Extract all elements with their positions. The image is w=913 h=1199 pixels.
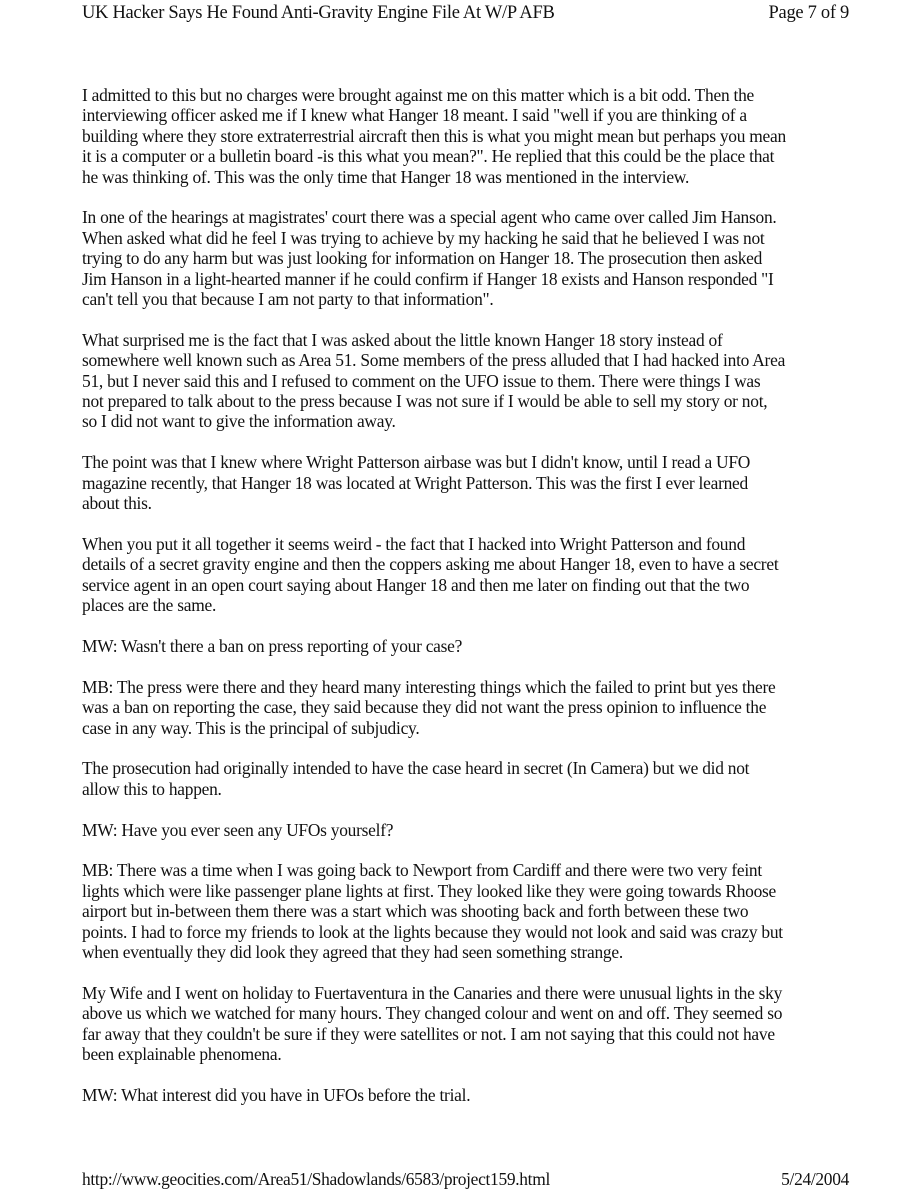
text-line: interviewing officer asked me if I knew what Hanger 18 meant. I said "well if you are thinking of a [82,105,747,126]
text-line: allow this to happen. [82,778,222,799]
text-line: when eventually they did look they agreed that they had seen something strange. [82,941,623,962]
text-line: MW: Wasn't there a ban on press reporting of your case? [82,635,463,656]
text-line: MW: Have you ever seen any UFOs yourself? [82,819,394,840]
text-line: details of a secret gravity engine and then the coppers asking me about Hanger 18, even to have a secret [82,554,779,575]
paragraph [82,758,882,799]
source-url: http://www.geocities.com/Area51/Shadowlands/6583/project159.html [82,1169,550,1189]
page-header [82,2,849,24]
text-line: When asked what did he feel I was trying to achieve by my hacking he said that he believed I was not [82,227,765,248]
text-line: I admitted to this but no charges were brought against me on this matter which is a bit odd. Then the [82,85,755,105]
text-line: points. I had to force my friends to look at the lights because they would not look and said was crazy but [82,921,783,942]
document-title: UK Hacker Says He Found Anti-Gravity Engine File At W/P AFB [82,3,555,23]
text-line: What surprised me is the fact that I was asked about the little known Hanger 18 story instead of [82,329,723,350]
text-line: not prepared to talk about to the press because I was not sure if I would be able to sell my story or not, [82,391,768,412]
text-line: 51, but I never said this and I refused to comment on the UFO issue to them. There were things I was [82,370,761,391]
text-line: MB: There was a time when I was going back to Newport from Cardiff and there were two very feint [82,860,762,881]
text-line: The prosecution had originally intended to have the case heard in secret (In Camera) but we did not [82,758,750,779]
paragraph [82,207,882,309]
text-line: above us which we watched for many hours. They changed colour and went on and off. They seemed so [82,1003,783,1024]
text-line: MB: The press were there and they heard many interesting things which the failed to print but yes there [82,676,776,697]
text-line: airport but in-between them there was a start which was shooting back and forth between these two [82,901,749,922]
text-line: service agent in an open court saying about Hanger 18 and then me later on finding out that the two [82,574,750,595]
text-line: lights which were like passenger plane lights at first. They looked like they were going towards Rhoose [82,880,777,901]
page-footer [82,1168,849,1190]
paragraph [82,983,882,1065]
text-line: magazine recently, that Hanger 18 was located at Wright Patterson. This was the first I ever learned [82,472,748,493]
text-line: The point was that I knew where Wright Patterson airbase was but I didn't know, until I read a UFO [82,452,751,473]
text-line: far away that they couldn't be sure if they were satellites or not. I am not saying that this could not have [82,1023,775,1044]
text-line: MW: What interest did you have in UFOs before the trial. [82,1084,471,1105]
page-number: Page 7 of 9 [768,3,849,23]
paragraph [82,677,882,738]
text-line: about this. [82,493,152,514]
text-line: trying to do any harm but was just looking for information on Hanger 18. The prosecution then asked [82,248,763,269]
text-line: somewhere well known such as Area 51. Some members of the press alluded that I had hacked into Area [82,350,786,371]
text-line: can't tell you that because I am not party to that information". [82,289,494,310]
paragraph [82,820,882,840]
text-line: case in any way. This is the principal of subjudicy. [82,717,420,738]
paragraph [82,85,882,187]
text-line: been explainable phenomena. [82,1043,282,1064]
document-body [82,85,882,1126]
paragraph [82,534,882,616]
text-line: building where they store extraterrestrial aircraft then this is what you might mean but perhaps you mean [82,125,786,146]
paragraph [82,860,882,962]
print-date: 5/24/2004 [781,1169,849,1189]
paragraph [82,1085,882,1105]
text-line: so I did not want to give the information away. [82,411,396,432]
text-line: places are the same. [82,595,217,616]
text-line: it is a computer or a bulletin board -is this what you mean?". He replied that this could be the place that [82,146,775,167]
text-line: was a ban on reporting the case, they said because they did not want the press opinion to influence the [82,697,767,718]
text-line: My Wife and I went on holiday to Fuertaventura in the Canaries and there were unusual lights in the sky [82,982,783,1003]
text-line: he was thinking of. This was the only time that Hanger 18 was mentioned in the interview. [82,166,690,187]
paragraph [82,330,882,432]
text-line: Jim Hanson in a light-hearted manner if he could confirm if Hanger 18 exists and Hanson responded "I [82,268,774,289]
paragraph [82,452,882,513]
text-line: When you put it all together it seems weird - the fact that I hacked into Wright Patterson and found [82,533,746,554]
text-line: In one of the hearings at magistrates' court there was a special agent who came over called Jim Hanson. [82,207,777,228]
paragraph [82,636,882,656]
